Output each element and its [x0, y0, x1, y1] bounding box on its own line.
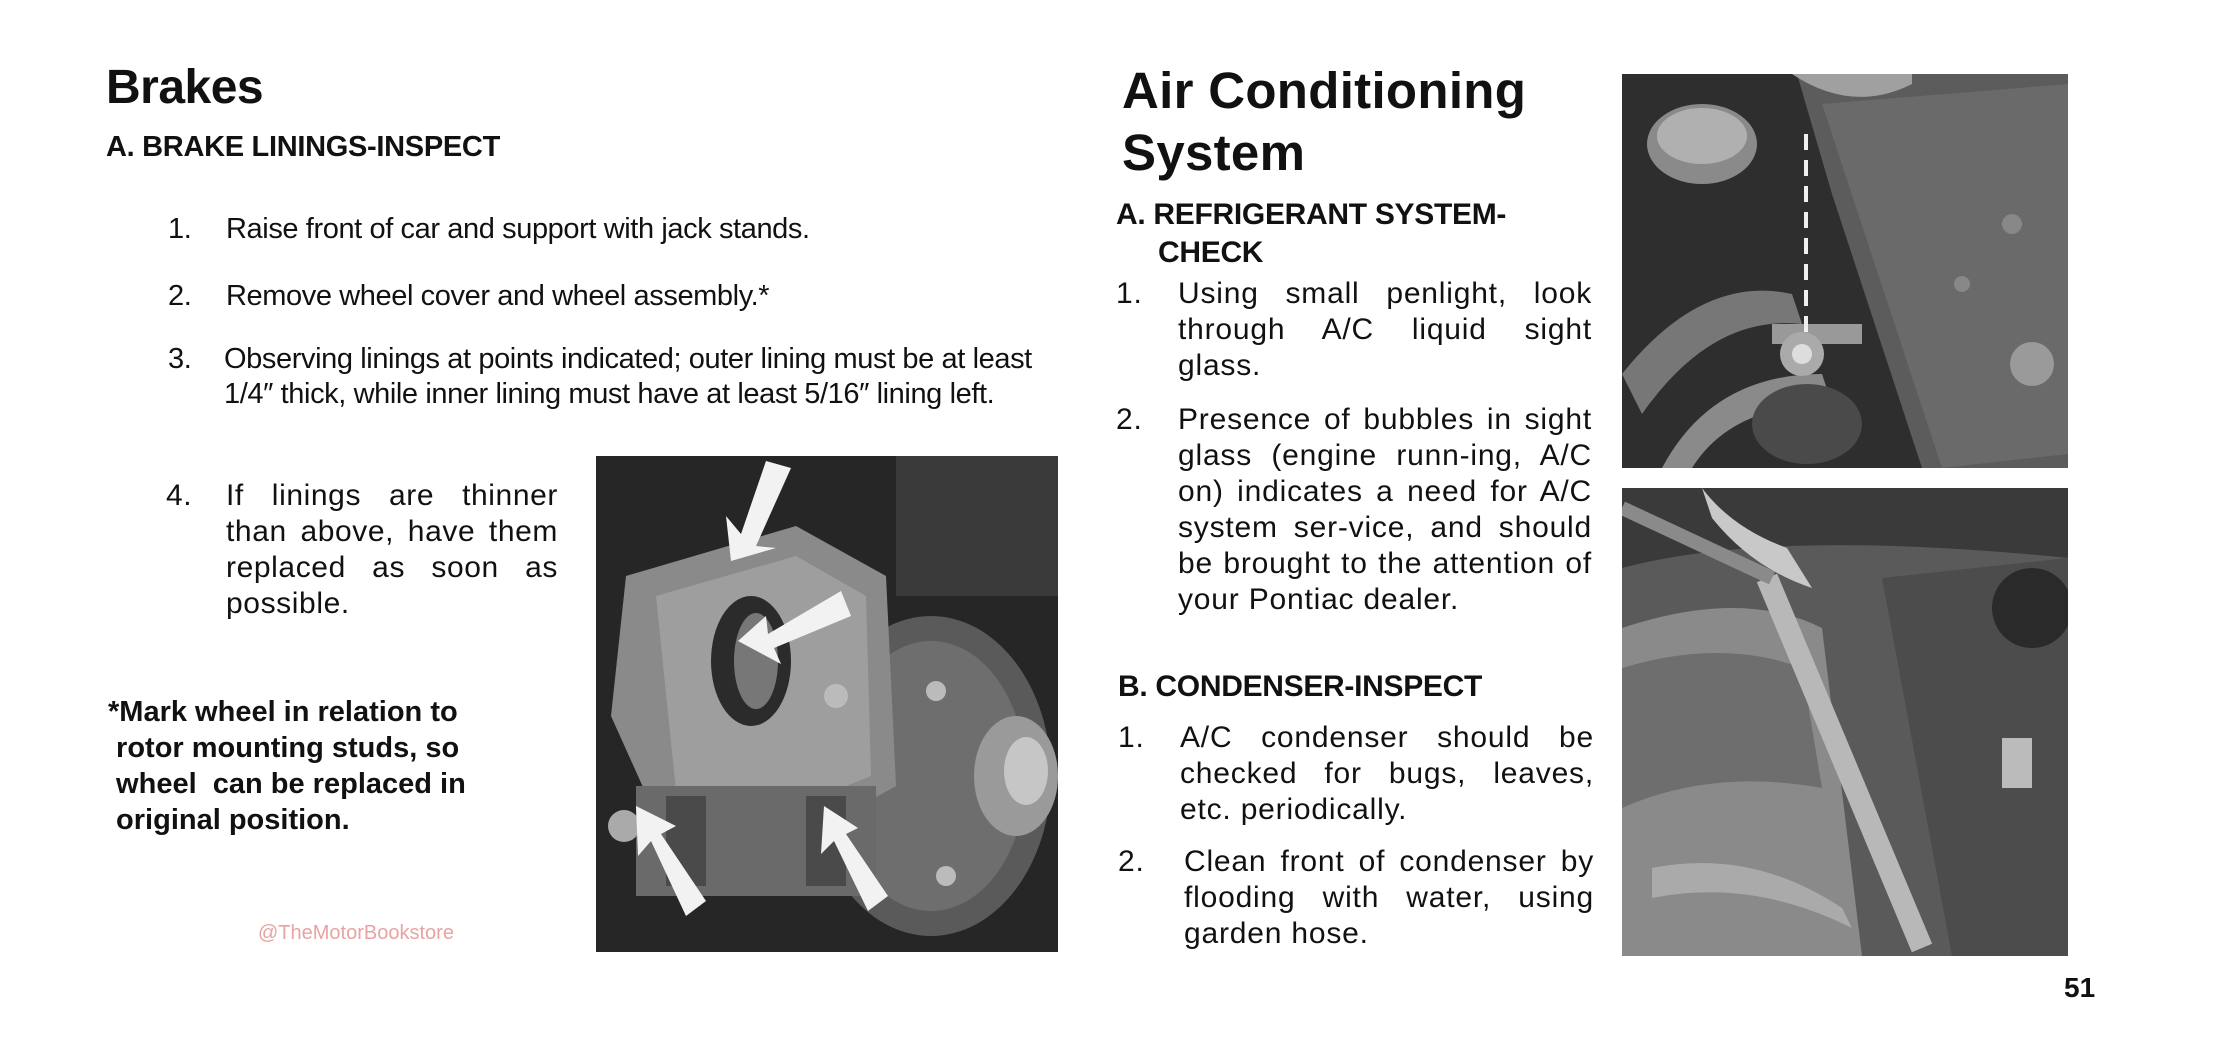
brakes-title: Brakes: [106, 61, 264, 114]
ac-title: [1122, 60, 1526, 184]
step-number: 2.: [168, 280, 192, 312]
footnote: [108, 694, 528, 838]
step-text: A/C condenser should be checked for bugs, leaves, etc. periodically.: [1180, 721, 1594, 826]
step-text: Using small penlight, look through A/C liquid sight glass.: [1178, 277, 1592, 382]
heading-line: CHECK: [1158, 236, 1264, 269]
step-number: 2.: [1116, 403, 1143, 436]
brake-step-1: [168, 212, 1068, 247]
step-number: 4.: [166, 479, 193, 512]
brake-step-2: [168, 279, 1068, 314]
sight-glass-photo: [1622, 74, 2068, 468]
step-text: Observing linings at points indicated; outer lining must be at least 1/4″ thick, while inner lining must have at least 5/16″ lining left.: [224, 343, 1032, 410]
step-number: 3.: [168, 343, 192, 375]
page-number: 51: [2064, 972, 2096, 1003]
brake-step-3: [168, 342, 1058, 412]
step-text: Clean front of condenser by flooding with water, using garden hose.: [1184, 845, 1594, 950]
footnote-line: original position.: [108, 804, 350, 836]
ac-a-step-1: [1116, 276, 1592, 384]
step-text: Presence of bubbles in sight glass (engine runn-ing, A/C on) indicates a need for A/C system ser-vice, and should be brought to the attention of your Pontiac dealer.: [1178, 403, 1592, 616]
condenser-hose-photo: [1622, 488, 2068, 956]
step-text: Raise front of car and support with jack stands.: [226, 213, 810, 245]
step-number: 1.: [1116, 277, 1143, 310]
brake-step-4: [166, 478, 558, 622]
refrigerant-check-heading: [1116, 196, 1506, 272]
step-number: 2.: [1118, 845, 1145, 878]
footnote-line: wheel can be replaced in: [108, 768, 466, 800]
step-text: Remove wheel cover and wheel assembly.*: [226, 280, 770, 312]
footnote-line: rotor mounting studs, so: [108, 732, 460, 764]
ac-title-line: Air Conditioning: [1122, 62, 1527, 119]
brake-caliper-photo: [596, 456, 1058, 952]
step-number: 1.: [1118, 721, 1145, 754]
heading-line: A. REFRIGERANT SYSTEM-: [1116, 198, 1507, 231]
brake-linings-heading: A. BRAKE LININGS-INSPECT: [106, 131, 500, 163]
step-text: If linings are thinner than above, have them replaced as soon as possible.: [226, 479, 558, 620]
ac-title-line: System: [1122, 124, 1306, 181]
condenser-inspect-heading: B. CONDENSER-INSPECT: [1118, 670, 1483, 703]
step-number: 1.: [168, 213, 192, 245]
footnote-line: *Mark wheel in relation to: [108, 696, 458, 728]
ac-a-step-2: [1116, 402, 1592, 618]
ac-b-step-1: [1118, 720, 1594, 828]
watermark: @TheMotorBookstore: [258, 922, 454, 944]
ac-b-step-2: [1118, 844, 1594, 952]
